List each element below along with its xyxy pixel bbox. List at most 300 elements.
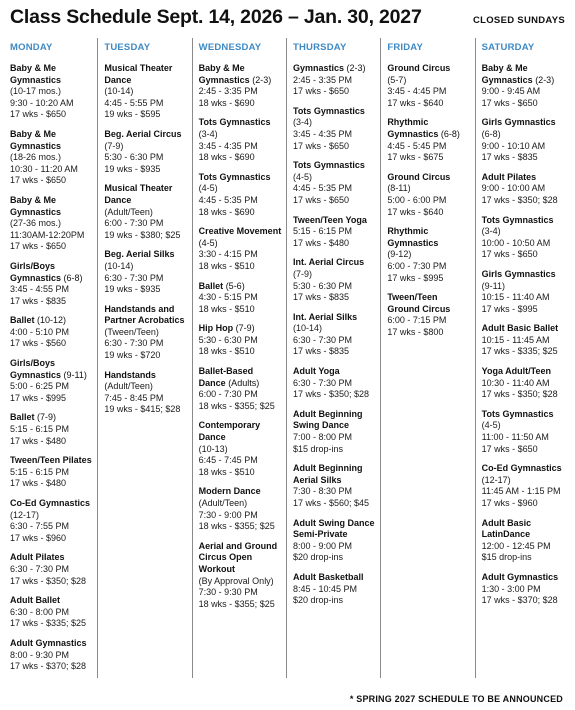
class-name xyxy=(10,552,93,564)
class-name xyxy=(10,638,93,650)
class-detail: 6:30 - 7:55 PM xyxy=(10,521,70,532)
day-heading: SATURDAY xyxy=(481,42,535,53)
class-detail: 17 wks - $960 xyxy=(481,498,538,508)
class-detail: 5:15 - 6:15 PM xyxy=(10,424,70,435)
class-detail: 4:30 - 5:15 PM xyxy=(198,292,258,303)
day-column-monday xyxy=(4,38,97,678)
class-name xyxy=(482,215,565,227)
class-title: Adult Beginning Swing Dance xyxy=(292,408,363,431)
class-age-range: (7-9) xyxy=(37,412,57,423)
class-title: Ballet xyxy=(10,412,35,423)
class-detail: 19 wks - $595 xyxy=(104,109,161,120)
class-detail: 5:30 - 6:30 PM xyxy=(198,334,258,345)
page-title: Class Schedule Sept. 14, 2026 – Jan. 30, 2027 xyxy=(10,6,422,28)
day-heading: FRIDAY xyxy=(387,42,424,53)
class-name xyxy=(104,249,187,261)
class-detail: 17 wks - $960 xyxy=(10,532,67,543)
class-entry xyxy=(387,117,470,163)
class-entry xyxy=(10,63,93,121)
class-detail: 6:30 - 7:30 PM xyxy=(292,377,353,388)
class-detail: 3:45 - 4:35 PM xyxy=(292,128,353,139)
class-detail: 17 wks - $800 xyxy=(387,326,444,337)
day-heading: THURSDAY xyxy=(292,42,347,53)
day-column-thursday xyxy=(286,38,380,678)
class-title: Handstands and Partner Acrobatics xyxy=(104,303,185,326)
class-title: Adult Basic LatinDance xyxy=(481,517,532,540)
class-entry xyxy=(104,370,187,416)
class-name xyxy=(482,518,565,541)
day-heading: MONDAY xyxy=(10,42,53,53)
class-name xyxy=(293,366,376,378)
class-detail: 3:30 - 4:15 PM xyxy=(198,249,258,260)
class-detail: 17 wks - $650 xyxy=(481,249,538,260)
class-title: Ballet xyxy=(198,280,224,291)
class-age-range: (5-6) xyxy=(225,280,245,291)
class-age-range: (2-3) xyxy=(346,63,366,73)
class-detail: (7-9) xyxy=(104,140,124,151)
class-detail: 17 wks - $650 xyxy=(10,109,67,120)
class-detail: 9:00 - 9:45 AM xyxy=(481,86,541,97)
class-entry xyxy=(482,518,565,564)
class-detail: (By Approval Only) xyxy=(198,575,274,586)
class-entry xyxy=(387,292,470,338)
class-name xyxy=(104,183,187,206)
class-entry xyxy=(199,366,282,412)
class-name xyxy=(482,572,565,584)
class-detail: 17 wks - $835 xyxy=(292,346,350,357)
class-detail: 17 wks - $650 xyxy=(10,175,67,186)
class-detail: 6:30 - 7:30 PM xyxy=(104,338,164,349)
class-title: Beg. Aerial Silks xyxy=(104,249,175,260)
class-name xyxy=(293,312,376,324)
class-detail: 17 wks - $995 xyxy=(387,272,444,283)
class-title: Aerial and Ground Circus Open Workout xyxy=(198,540,278,574)
class-entry xyxy=(482,323,565,358)
class-name xyxy=(10,412,93,424)
class-entry xyxy=(293,463,376,509)
class-detail: 17 wks - $335; $25 xyxy=(10,618,87,629)
class-title: Girls Gymnastics xyxy=(481,117,556,128)
class-title: Girls Gymnastics xyxy=(481,268,556,279)
class-entry xyxy=(10,455,93,490)
class-name xyxy=(199,486,282,498)
class-name xyxy=(10,195,93,218)
class-name xyxy=(387,226,470,249)
class-age-range: (6-8) xyxy=(440,128,460,139)
class-entry xyxy=(482,172,565,207)
class-age-range: (7-9) xyxy=(235,323,255,334)
class-entry xyxy=(387,172,470,218)
class-detail: 10:30 - 11:20 AM xyxy=(10,163,78,174)
class-title: Girls/Boys Gymnastics xyxy=(10,260,62,283)
class-age-range: (9-11) xyxy=(63,369,87,380)
class-detail: (10-14) xyxy=(104,86,134,97)
class-detail: $20 drop-ins xyxy=(292,595,344,606)
class-detail: 19 wks - $415; $28 xyxy=(104,404,181,415)
class-detail: 17 wks - $650 xyxy=(292,86,350,97)
class-entry xyxy=(293,215,376,250)
class-detail: 18 wks - $690 xyxy=(198,206,255,217)
class-detail: (27-36 mos.) xyxy=(10,218,62,229)
class-detail: 17 wks - $650 xyxy=(292,194,350,205)
class-detail: 6:45 - 7:45 PM xyxy=(198,455,258,466)
class-detail: 18 wks - $510 xyxy=(198,303,255,314)
class-entry xyxy=(104,183,187,241)
class-age-range: (Adults) xyxy=(228,377,260,388)
class-title: Tween/Teen Ground Circus xyxy=(387,292,451,314)
footer-note: * SPRING 2027 SCHEDULE TO BE ANNOUNCED xyxy=(349,694,563,704)
class-detail: 17 wks - $835 xyxy=(292,292,350,303)
class-title: Contemporary Dance xyxy=(198,420,261,443)
class-entry xyxy=(482,366,565,401)
class-title: Baby & Me Gymnastics xyxy=(481,63,533,85)
class-detail: 11:30AM-12:20PM xyxy=(10,229,85,240)
class-name xyxy=(293,257,376,269)
class-age-range: (2-3) xyxy=(535,74,555,85)
class-detail: 17 wks - $995 xyxy=(10,392,67,403)
class-entry xyxy=(10,358,93,404)
class-detail: 10:00 - 10:50 AM xyxy=(481,237,551,248)
class-entry xyxy=(199,420,282,478)
class-detail: (7-9) xyxy=(292,268,312,279)
class-title: Ground Circus xyxy=(387,171,451,182)
class-detail: 3:45 - 4:35 PM xyxy=(198,140,258,151)
class-detail: 17 wks - $675 xyxy=(387,152,444,163)
class-detail: 4:45 - 5:55 PM xyxy=(104,97,164,108)
class-title: Adult Pilates xyxy=(10,552,65,563)
class-title: Baby & Me Gymnastics xyxy=(10,128,62,151)
class-detail: 17 wks - $650 xyxy=(292,140,350,151)
class-name xyxy=(104,63,187,86)
class-entry xyxy=(10,129,93,187)
class-entry xyxy=(199,117,282,163)
class-detail: 5:15 - 6:15 PM xyxy=(292,226,353,237)
class-detail: 5:00 - 6:00 PM xyxy=(387,194,447,205)
class-detail: 17 wks - $370; $28 xyxy=(481,595,558,606)
class-entry xyxy=(104,63,187,121)
class-detail: 6:30 - 7:30 PM xyxy=(104,272,164,283)
class-entry xyxy=(10,552,93,587)
class-name xyxy=(10,498,93,510)
class-title: Rhythmic Gymnastics xyxy=(387,117,439,139)
class-detail: (Adult/Teen) xyxy=(198,498,248,508)
class-title: Gymnastics xyxy=(292,63,345,73)
class-title: Hip Hop xyxy=(198,323,234,334)
class-title: Int. Aerial Circus xyxy=(292,257,365,268)
class-entry xyxy=(10,412,93,447)
class-title: Tween/Teen Yoga xyxy=(292,214,367,225)
class-name xyxy=(199,63,282,86)
class-detail: (Adult/Teen) xyxy=(104,381,153,392)
day-heading: TUESDAY xyxy=(104,42,151,53)
class-detail: 17 wks - $560 xyxy=(10,338,67,349)
class-detail: 3:45 - 4:45 PM xyxy=(387,86,447,97)
class-detail: 4:45 - 5:35 PM xyxy=(198,194,258,205)
class-detail: 7:30 - 8:30 PM xyxy=(292,486,353,497)
closed-sundays-note: CLOSED SUNDAYS xyxy=(472,15,565,26)
class-name xyxy=(104,304,187,327)
class-age-range: (4-5) xyxy=(198,237,218,248)
class-entry xyxy=(199,541,282,611)
class-name xyxy=(10,63,93,86)
class-detail: (18-26 mos.) xyxy=(10,152,62,163)
class-title: Adult Ballet xyxy=(10,595,61,606)
class-detail: 9:00 - 10:00 AM xyxy=(481,183,546,194)
class-entry xyxy=(10,195,93,253)
class-name xyxy=(293,215,376,227)
class-detail: 17 wks - $560; $45 xyxy=(292,498,370,508)
class-detail: (6-8) xyxy=(481,128,501,139)
class-detail: 10:15 - 11:40 AM xyxy=(481,292,550,303)
class-detail: 17 wks - $640 xyxy=(387,97,444,108)
class-entry xyxy=(10,595,93,630)
class-detail: 19 wks - $935 xyxy=(104,163,161,174)
class-name xyxy=(387,292,470,315)
class-name xyxy=(293,63,376,75)
class-name xyxy=(482,366,565,378)
class-title: Adult Pilates xyxy=(481,171,537,182)
class-name xyxy=(293,572,376,584)
class-entry xyxy=(10,261,93,307)
class-entry xyxy=(482,215,565,261)
class-title: Rhythmic Gymnastics xyxy=(387,226,439,248)
class-name xyxy=(199,117,282,129)
class-title: Tots Gymnastics xyxy=(292,160,365,171)
class-detail: 6:00 - 7:30 PM xyxy=(198,389,258,400)
class-detail: 10:15 - 11:45 AM xyxy=(481,334,550,345)
class-name xyxy=(10,455,93,467)
class-detail: 6:30 - 8:00 PM xyxy=(10,606,70,617)
class-entry xyxy=(199,323,282,358)
class-entry xyxy=(104,129,187,175)
class-detail: (4-5) xyxy=(198,183,218,194)
class-entry xyxy=(482,409,565,455)
class-detail: $15 drop-ins xyxy=(481,552,532,563)
class-entry xyxy=(293,409,376,455)
class-entry xyxy=(10,315,93,350)
class-name xyxy=(482,63,565,86)
class-name xyxy=(10,315,93,327)
class-entry xyxy=(10,638,93,673)
class-name xyxy=(293,463,376,486)
class-detail: 8:45 - 10:45 PM xyxy=(292,583,358,594)
class-detail: (Tween/Teen) xyxy=(104,326,159,337)
class-entry xyxy=(199,281,282,316)
class-entry xyxy=(293,312,376,358)
class-name xyxy=(482,463,565,475)
class-entry xyxy=(293,257,376,303)
class-detail: 7:30 - 9:00 PM xyxy=(198,509,258,520)
class-detail: 7:45 - 8:45 PM xyxy=(104,392,164,403)
class-detail: 1:30 - 3:00 PM xyxy=(481,583,541,594)
class-detail: 9:00 - 10:10 AM xyxy=(481,140,546,151)
class-detail: (3-4) xyxy=(481,226,501,237)
class-title: Ground Circus xyxy=(387,63,451,73)
day-column-friday xyxy=(380,38,474,678)
class-detail: 9:30 - 10:20 AM xyxy=(10,97,74,108)
class-entry xyxy=(104,249,187,295)
class-detail: 4:45 - 5:35 PM xyxy=(292,183,353,194)
class-detail: 17 wks - $350; $28 xyxy=(292,389,370,400)
class-detail: (Adult/Teen) xyxy=(104,206,153,217)
class-title: Co-Ed Gymnastics xyxy=(481,463,562,474)
class-detail: (10-14) xyxy=(104,260,134,271)
class-entry xyxy=(482,572,565,607)
class-entry xyxy=(482,63,565,109)
class-detail: (4-5) xyxy=(481,420,501,431)
class-detail: 18 wks - $355; $25 xyxy=(198,521,275,532)
class-detail: 17 wks - $650 xyxy=(481,97,538,108)
class-title: Ballet-Based Dance xyxy=(198,366,254,388)
class-entry xyxy=(199,226,282,272)
class-detail: (10-17 mos.) xyxy=(10,86,62,97)
class-detail: 10:30 - 11:40 AM xyxy=(481,377,550,388)
class-detail: 2:45 - 3:35 PM xyxy=(198,86,258,97)
class-entry xyxy=(482,117,565,163)
class-name xyxy=(104,129,187,141)
class-title: Adult Swing Dance Semi-Private xyxy=(292,517,375,540)
class-name xyxy=(293,409,376,432)
class-name xyxy=(482,172,565,184)
schedule-grid xyxy=(4,38,569,678)
class-detail: (9-12) xyxy=(387,249,412,260)
class-entry xyxy=(293,366,376,401)
class-detail: (5-7) xyxy=(387,74,407,85)
class-name xyxy=(387,117,470,140)
class-entry xyxy=(199,486,282,532)
class-name xyxy=(199,281,282,293)
class-title: Yoga Adult/Teen xyxy=(481,366,551,377)
class-detail: 7:00 - 8:00 PM xyxy=(292,432,353,443)
class-entry xyxy=(104,304,187,362)
class-name xyxy=(199,323,282,335)
class-entry xyxy=(387,226,470,284)
class-detail: 4:45 - 5:45 PM xyxy=(387,140,447,151)
class-name xyxy=(482,269,565,281)
day-heading: WEDNESDAY xyxy=(198,42,262,53)
class-name xyxy=(293,106,376,118)
class-title: Tots Gymnastics xyxy=(198,117,271,128)
class-title: Baby & Me Gymnastics xyxy=(10,63,62,85)
class-title: Co-Ed Gymnastics xyxy=(10,498,91,508)
class-detail: (4-5) xyxy=(292,171,312,182)
class-entry xyxy=(293,518,376,564)
class-detail: 17 wks - $480 xyxy=(292,237,350,248)
class-detail: 17 wks - $835 xyxy=(10,295,67,306)
class-name xyxy=(199,366,282,389)
class-entry xyxy=(293,160,376,206)
day-column-wednesday xyxy=(192,38,286,678)
class-detail: (8-11) xyxy=(387,183,411,194)
class-detail: 6:00 - 7:30 PM xyxy=(104,218,164,229)
class-detail: 18 wks - $510 xyxy=(198,466,255,477)
class-entry xyxy=(387,63,470,109)
class-detail: 17 wks - $480 xyxy=(10,478,67,489)
class-name xyxy=(387,63,470,75)
class-detail: (10-14) xyxy=(292,323,322,334)
day-column-tuesday xyxy=(97,38,191,678)
class-title: Modern Dance xyxy=(198,486,261,497)
class-detail: 3:45 - 4:55 PM xyxy=(10,284,70,295)
class-name xyxy=(293,518,376,541)
class-title: Tween/Teen Pilates xyxy=(10,455,92,466)
class-detail: 18 wks - $510 xyxy=(198,346,255,357)
class-title: Musical Theater Dance xyxy=(104,63,173,85)
class-detail: 17 wks - $350; $28 xyxy=(481,389,558,400)
class-name xyxy=(482,409,565,421)
class-detail: 6:30 - 7:30 PM xyxy=(292,334,353,345)
class-title: Adult Gymnastics xyxy=(10,637,87,648)
class-title: Baby & Me Gymnastics xyxy=(198,63,250,85)
class-detail: 4:00 - 5:10 PM xyxy=(10,326,70,337)
class-entry xyxy=(482,269,565,315)
class-entry xyxy=(293,63,376,98)
class-detail: (3-4) xyxy=(198,128,218,139)
class-name xyxy=(10,358,93,381)
class-title: Handstands xyxy=(104,369,156,380)
class-detail: (12-17) xyxy=(481,474,511,485)
class-detail: 11:45 AM - 1:15 PM xyxy=(481,486,561,497)
class-detail: 6:00 - 7:30 PM xyxy=(387,260,447,271)
class-detail: 17 wks - $370; $28 xyxy=(10,661,87,672)
class-detail: 17 wks - $650 xyxy=(10,241,67,252)
class-entry xyxy=(10,498,93,544)
class-title: Tots Gymnastics xyxy=(292,105,365,116)
class-title: Tots Gymnastics xyxy=(198,171,271,182)
class-age-range: (10-12) xyxy=(37,315,67,326)
header xyxy=(10,6,565,34)
class-entry xyxy=(199,172,282,218)
class-age-range: (2-3) xyxy=(252,74,272,85)
class-title: Ballet xyxy=(10,315,35,326)
class-detail: 17 wks - $480 xyxy=(10,435,67,446)
class-detail: 18 wks - $355; $25 xyxy=(198,598,275,609)
class-name xyxy=(482,323,565,335)
class-detail: (12-17) xyxy=(10,509,40,520)
class-entry xyxy=(482,463,565,509)
class-detail: 17 wks - $350; $28 xyxy=(481,194,558,205)
class-title: Creative Movement xyxy=(198,226,282,237)
class-detail: 17 wks - $650 xyxy=(481,443,538,454)
class-detail: 7:30 - 9:30 PM xyxy=(198,587,258,598)
class-detail: 17 wks - $640 xyxy=(387,206,444,217)
class-entry xyxy=(293,572,376,607)
class-name xyxy=(104,370,187,382)
class-detail: 8:00 - 9:30 PM xyxy=(10,649,70,660)
class-age-range: (6-8) xyxy=(63,272,83,283)
class-detail: 17 wks - $835 xyxy=(481,152,538,163)
class-name xyxy=(387,172,470,184)
class-detail: 19 wks - $380; $25 xyxy=(104,229,181,240)
class-detail: $20 drop-ins xyxy=(292,552,344,563)
class-detail: 5:00 - 6:25 PM xyxy=(10,381,70,392)
class-title: Adult Basic Ballet xyxy=(481,323,559,334)
class-title: Tots Gymnastics xyxy=(481,214,554,225)
class-title: Tots Gymnastics xyxy=(481,408,554,419)
class-detail: (10-13) xyxy=(198,443,228,454)
class-title: Adult Yoga xyxy=(292,366,340,377)
day-column-saturday xyxy=(475,38,569,678)
class-name xyxy=(10,261,93,284)
class-detail: 5:15 - 6:15 PM xyxy=(10,466,70,477)
class-name xyxy=(199,420,282,443)
class-detail: 17 wks - $995 xyxy=(481,303,538,314)
class-detail: 17 wks - $335; $25 xyxy=(481,346,558,357)
class-detail: 5:30 - 6:30 PM xyxy=(104,152,164,163)
class-title: Adult Gymnastics xyxy=(481,571,559,582)
class-detail: 12:00 - 12:45 PM xyxy=(481,540,551,551)
class-title: Girls/Boys Gymnastics xyxy=(10,358,62,380)
